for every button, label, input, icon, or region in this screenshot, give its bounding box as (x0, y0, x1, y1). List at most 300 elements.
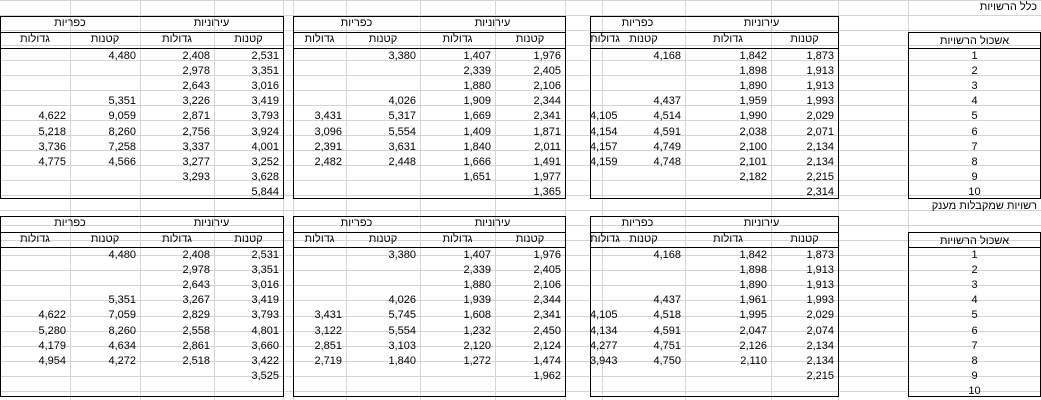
data-cell[interactable]: 2,126 (739, 339, 767, 352)
cluster-number[interactable]: 1 (971, 249, 978, 261)
data-cell[interactable] (346, 384, 420, 399)
data-cell[interactable]: 3,351 (251, 264, 279, 277)
cluster-number[interactable]: 4 (971, 95, 978, 108)
data-cell[interactable]: 2,339 (463, 65, 491, 78)
data-cell[interactable] (70, 185, 140, 200)
data-cell[interactable] (590, 263, 602, 278)
data-cell[interactable]: 4,480 (108, 249, 136, 261)
data-cell[interactable]: 1,232 (463, 324, 491, 337)
sub-header[interactable]: קטנות (90, 33, 120, 45)
data-cell[interactable]: 8,260 (108, 125, 136, 138)
sub-header[interactable]: קטנות (368, 233, 398, 245)
data-cell[interactable]: 1,873 (806, 50, 834, 62)
data-cell[interactable]: 2,405 (533, 264, 561, 277)
data-cell[interactable]: 5,745 (388, 309, 416, 322)
data-cell[interactable]: 1,409 (463, 125, 491, 138)
data-cell[interactable] (602, 64, 685, 79)
data-cell[interactable]: 3,380 (388, 249, 416, 261)
data-cell[interactable] (602, 384, 685, 399)
data-cell[interactable]: 4,105 (590, 110, 618, 123)
group-header-rural[interactable]: כפריות (340, 217, 373, 229)
group-header-rural[interactable]: כפריות (340, 17, 373, 29)
group-header-urban[interactable]: עירוניות (743, 217, 780, 229)
data-cell[interactable]: 2,482 (314, 155, 342, 168)
data-cell[interactable] (0, 79, 70, 94)
data-cell[interactable] (293, 185, 346, 200)
data-cell[interactable]: 2,448 (388, 155, 416, 168)
cluster-number[interactable]: 5 (971, 110, 978, 123)
data-cell[interactable] (602, 263, 685, 278)
data-cell[interactable]: 1,977 (533, 170, 561, 183)
data-cell[interactable] (70, 384, 140, 399)
data-cell[interactable]: 3,736 (38, 140, 66, 153)
data-cell[interactable]: 1,993 (806, 294, 834, 307)
data-cell[interactable]: 3,277 (182, 155, 210, 168)
data-cell[interactable]: 4,277 (590, 339, 618, 352)
data-cell[interactable]: 2,134 (806, 140, 834, 153)
data-cell[interactable] (0, 94, 70, 109)
group-header-urban[interactable]: עירוניות (193, 17, 230, 29)
data-cell[interactable]: 1,842 (739, 249, 767, 261)
sub-header[interactable]: גדולות (442, 33, 473, 45)
data-cell[interactable] (0, 248, 70, 263)
sub-header[interactable]: גדולות (304, 233, 335, 245)
data-cell[interactable]: 5,844 (251, 185, 279, 198)
cluster-number[interactable]: 10 (968, 185, 981, 198)
data-cell[interactable] (214, 384, 283, 399)
data-cell[interactable]: 2,851 (314, 339, 342, 352)
sub-header[interactable]: קטנות (790, 233, 819, 245)
data-cell[interactable] (0, 64, 70, 79)
data-cell[interactable]: 2,643 (182, 80, 210, 93)
data-cell[interactable]: 1,871 (533, 125, 561, 138)
data-cell[interactable]: 2,408 (182, 50, 210, 62)
data-cell[interactable] (420, 185, 495, 200)
data-cell[interactable] (590, 278, 602, 293)
data-cell[interactable] (0, 384, 70, 399)
data-cell[interactable] (495, 384, 565, 399)
data-cell[interactable] (602, 369, 685, 384)
data-cell[interactable]: 1,995 (739, 309, 767, 322)
data-cell[interactable]: 1,407 (463, 249, 491, 261)
data-cell[interactable]: 1,913 (806, 264, 834, 277)
group-header-urban[interactable]: עירוניות (474, 217, 511, 229)
sub-header[interactable]: גדולות (20, 233, 50, 245)
data-cell[interactable] (0, 278, 70, 293)
data-cell[interactable] (590, 384, 602, 399)
data-cell[interactable]: 4,157 (590, 140, 618, 153)
data-cell[interactable]: 3,943 (590, 354, 618, 367)
data-cell[interactable]: 2,038 (739, 125, 767, 138)
table-title[interactable]: כלל הרשויות (979, 1, 1037, 13)
data-cell[interactable]: 1,491 (533, 155, 561, 168)
data-cell[interactable]: 2,531 (251, 50, 279, 62)
data-cell[interactable]: 4,634 (108, 339, 136, 352)
data-cell[interactable]: 2,011 (534, 140, 561, 153)
data-cell[interactable]: 4,622 (38, 309, 66, 322)
data-cell[interactable]: 3,793 (251, 309, 279, 322)
data-cell[interactable]: 2,829 (182, 309, 210, 322)
sub-header[interactable]: גדולות (442, 233, 473, 245)
data-cell[interactable] (685, 369, 771, 384)
data-cell[interactable]: 5,351 (108, 95, 136, 108)
data-cell[interactable] (590, 79, 602, 94)
data-cell[interactable]: 4,272 (108, 354, 136, 367)
data-cell[interactable] (685, 185, 771, 200)
data-cell[interactable]: 2,978 (182, 65, 210, 78)
data-cell[interactable] (590, 49, 602, 64)
data-cell[interactable]: 2,100 (739, 140, 767, 153)
data-cell[interactable]: 4,026 (388, 95, 416, 108)
data-cell[interactable]: 4,026 (388, 294, 416, 307)
group-header-urban[interactable]: עירוניות (474, 17, 511, 29)
data-cell[interactable]: 3,293 (182, 170, 210, 183)
data-cell[interactable] (70, 170, 140, 185)
data-cell[interactable] (590, 64, 602, 79)
data-cell[interactable]: 1,961 (739, 294, 767, 307)
data-cell[interactable]: 1,608 (463, 309, 491, 322)
data-cell[interactable]: 3,924 (251, 125, 279, 138)
data-cell[interactable]: 1,840 (463, 140, 491, 153)
sub-header[interactable]: קטנות (234, 233, 263, 245)
data-cell[interactable]: 3,628 (251, 170, 279, 183)
cluster-header[interactable]: אשכול הרשויות (939, 235, 1010, 247)
data-cell[interactable]: 2,047 (739, 324, 767, 337)
data-cell[interactable]: 4,566 (108, 155, 136, 168)
data-cell[interactable] (293, 170, 346, 185)
data-cell[interactable]: 1,669 (463, 110, 491, 123)
data-cell[interactable]: 3,422 (251, 354, 279, 367)
data-cell[interactable]: 2,341 (533, 110, 561, 123)
data-cell[interactable] (293, 263, 346, 278)
data-cell[interactable]: 2,124 (533, 339, 561, 352)
group-header-urban[interactable]: עירוניות (193, 217, 230, 229)
data-cell[interactable] (0, 185, 70, 200)
cluster-number[interactable]: 1 (971, 50, 978, 62)
data-cell[interactable]: 2,134 (806, 155, 834, 168)
sub-header[interactable]: קטנות (515, 33, 545, 45)
data-cell[interactable] (70, 79, 140, 94)
data-cell[interactable]: 3,431 (314, 110, 342, 123)
data-cell[interactable] (70, 369, 140, 384)
data-cell[interactable]: 1,976 (533, 50, 561, 62)
data-cell[interactable]: 2,391 (314, 140, 342, 153)
data-cell[interactable]: 5,351 (108, 294, 136, 307)
table-title[interactable]: רשויות שמקבלות מענק (931, 200, 1037, 212)
data-cell[interactable] (346, 170, 420, 185)
data-cell[interactable]: 3,096 (314, 125, 342, 138)
data-cell[interactable] (590, 185, 602, 200)
data-cell[interactable] (590, 369, 602, 384)
data-cell[interactable]: 5,218 (38, 125, 66, 138)
data-cell[interactable]: 1,909 (463, 95, 491, 108)
sub-header[interactable]: גדולות (162, 33, 192, 45)
data-cell[interactable]: 4,749 (653, 140, 681, 153)
data-cell[interactable]: 5,554 (388, 324, 416, 337)
data-cell[interactable]: 2,719 (314, 354, 342, 367)
data-cell[interactable]: 2,029 (806, 110, 834, 123)
data-cell[interactable] (140, 185, 214, 200)
data-cell[interactable]: 4,437 (653, 294, 681, 307)
data-cell[interactable]: 3,660 (251, 339, 279, 352)
data-cell[interactable]: 2,106 (533, 279, 561, 292)
data-cell[interactable]: 1,913 (806, 80, 834, 93)
data-cell[interactable]: 2,029 (806, 309, 834, 322)
data-cell[interactable]: 2,215 (806, 170, 834, 183)
data-cell[interactable] (346, 369, 420, 384)
sub-header[interactable]: קטנות (629, 233, 658, 245)
data-cell[interactable] (602, 79, 685, 94)
data-cell[interactable] (0, 263, 70, 278)
data-cell[interactable]: 3,103 (388, 339, 416, 352)
sub-header[interactable]: קטנות (90, 233, 120, 245)
data-cell[interactable] (590, 170, 602, 185)
data-cell[interactable] (346, 278, 420, 293)
data-cell[interactable]: 3,016 (251, 80, 279, 93)
data-cell[interactable]: 1,407 (463, 50, 491, 62)
data-cell[interactable] (293, 79, 346, 94)
data-cell[interactable]: 4,159 (590, 155, 618, 168)
data-cell[interactable]: 3,337 (182, 140, 210, 153)
data-cell[interactable]: 7,059 (108, 309, 136, 322)
data-cell[interactable]: 2,134 (806, 339, 834, 352)
sub-header[interactable]: קטנות (790, 33, 819, 45)
data-cell[interactable]: 1,898 (739, 264, 767, 277)
cluster-header[interactable]: אשכול הרשויות (939, 35, 1010, 47)
data-cell[interactable]: 2,215 (806, 369, 834, 382)
data-cell[interactable]: 1,474 (533, 354, 561, 367)
cluster-number[interactable]: 2 (971, 264, 978, 277)
sub-header[interactable]: גדולות (20, 33, 50, 45)
data-cell[interactable]: 2,110 (740, 354, 767, 367)
data-cell[interactable]: 3,631 (388, 140, 416, 153)
cluster-number[interactable]: 2 (971, 65, 978, 78)
data-cell[interactable]: 3,226 (182, 95, 210, 108)
sub-header[interactable]: קטנות (368, 33, 398, 45)
data-cell[interactable] (293, 49, 346, 64)
data-cell[interactable] (590, 248, 602, 263)
data-cell[interactable]: 3,525 (251, 369, 279, 382)
data-cell[interactable]: 3,431 (314, 309, 342, 322)
data-cell[interactable] (140, 384, 214, 399)
data-cell[interactable]: 1,666 (463, 155, 491, 168)
data-cell[interactable]: 2,182 (739, 170, 767, 183)
data-cell[interactable]: 5,554 (388, 125, 416, 138)
cluster-number[interactable]: 6 (971, 324, 978, 337)
data-cell[interactable] (602, 185, 685, 200)
data-cell[interactable]: 2,134 (806, 354, 834, 367)
data-cell[interactable]: 1,272 (463, 354, 491, 367)
data-cell[interactable] (70, 278, 140, 293)
data-cell[interactable]: 2,558 (182, 324, 210, 337)
data-cell[interactable] (590, 94, 602, 109)
data-cell[interactable]: 2,344 (533, 95, 561, 108)
sub-header[interactable]: קטנות (515, 233, 545, 245)
data-cell[interactable]: 1,890 (739, 80, 767, 93)
data-cell[interactable]: 8,260 (108, 324, 136, 337)
data-cell[interactable]: 2,531 (251, 249, 279, 261)
data-cell[interactable]: 2,643 (182, 279, 210, 292)
data-cell[interactable]: 2,074 (806, 324, 834, 337)
sub-header[interactable]: גדולות (713, 33, 743, 45)
data-cell[interactable]: 4,154 (590, 125, 618, 138)
data-cell[interactable] (346, 185, 420, 200)
data-cell[interactable]: 4,168 (653, 50, 681, 62)
cluster-number[interactable]: 8 (971, 155, 978, 168)
data-cell[interactable] (140, 369, 214, 384)
data-cell[interactable]: 2,344 (533, 294, 561, 307)
data-cell[interactable]: 3,793 (251, 110, 279, 123)
data-cell[interactable]: 4,775 (38, 155, 66, 168)
data-cell[interactable]: 3,252 (251, 155, 279, 168)
data-cell[interactable] (602, 170, 685, 185)
group-header-rural[interactable]: כפריות (621, 17, 654, 29)
data-cell[interactable]: 4,437 (653, 95, 681, 108)
data-cell[interactable]: 9,059 (108, 110, 136, 123)
data-cell[interactable]: 4,105 (590, 309, 618, 322)
cluster-number[interactable]: 10 (968, 384, 981, 397)
cluster-number[interactable]: 7 (971, 339, 978, 352)
data-cell[interactable]: 2,978 (182, 264, 210, 277)
cluster-number[interactable]: 3 (971, 279, 978, 292)
sub-header[interactable]: גדולות (713, 233, 743, 245)
data-cell[interactable]: 2,861 (182, 339, 210, 352)
data-cell[interactable]: 1,913 (806, 65, 834, 78)
data-cell[interactable]: 1,939 (463, 294, 491, 307)
data-cell[interactable] (293, 94, 346, 109)
cluster-number[interactable]: 9 (971, 369, 978, 382)
data-cell[interactable] (293, 384, 346, 399)
data-cell[interactable]: 4,750 (653, 354, 681, 367)
data-cell[interactable]: 3,380 (388, 50, 416, 62)
data-cell[interactable]: 2,101 (739, 155, 767, 168)
data-cell[interactable] (0, 369, 70, 384)
data-cell[interactable] (293, 64, 346, 79)
data-cell[interactable] (293, 369, 346, 384)
data-cell[interactable] (420, 384, 495, 399)
data-cell[interactable]: 2,071 (806, 125, 834, 138)
data-cell[interactable]: 2,518 (182, 354, 210, 367)
data-cell[interactable]: 1,898 (739, 65, 767, 78)
sub-header[interactable]: גדולות (304, 33, 335, 45)
data-cell[interactable]: 1,959 (739, 95, 767, 108)
data-cell[interactable] (346, 64, 420, 79)
data-cell[interactable]: 2,871 (182, 110, 210, 123)
data-cell[interactable]: 3,267 (182, 294, 210, 307)
data-cell[interactable] (293, 293, 346, 308)
data-cell[interactable]: 2,341 (533, 309, 561, 322)
sub-header[interactable]: גדולות (590, 33, 620, 45)
group-header-rural[interactable]: כפריות (621, 217, 654, 229)
data-cell[interactable] (685, 384, 771, 399)
data-cell[interactable]: 2,314 (806, 185, 834, 198)
data-cell[interactable]: 1,651 (463, 170, 491, 183)
data-cell[interactable]: 1,913 (806, 279, 834, 292)
data-cell[interactable]: 4,134 (590, 324, 618, 337)
data-cell[interactable] (293, 248, 346, 263)
data-cell[interactable] (602, 278, 685, 293)
data-cell[interactable]: 1,880 (463, 279, 491, 292)
data-cell[interactable] (70, 64, 140, 79)
data-cell[interactable]: 4,622 (38, 110, 66, 123)
data-cell[interactable]: 1,990 (739, 110, 767, 123)
data-cell[interactable]: 1,840 (388, 354, 416, 367)
data-cell[interactable] (346, 263, 420, 278)
data-cell[interactable]: 5,280 (38, 324, 66, 337)
cluster-number[interactable]: 6 (971, 125, 978, 138)
data-cell[interactable]: 7,258 (108, 140, 136, 153)
data-cell[interactable]: 2,408 (182, 249, 210, 261)
data-cell[interactable]: 4,954 (38, 354, 66, 367)
cluster-number[interactable]: 5 (971, 309, 978, 322)
data-cell[interactable] (420, 369, 495, 384)
data-cell[interactable]: 4,480 (108, 50, 136, 62)
data-cell[interactable] (0, 293, 70, 308)
group-header-rural[interactable]: כפריות (54, 217, 86, 229)
data-cell[interactable]: 2,120 (463, 339, 491, 352)
data-cell[interactable]: 2,450 (533, 324, 561, 337)
data-cell[interactable]: 2,405 (533, 65, 561, 78)
data-cell[interactable]: 3,419 (251, 294, 279, 307)
data-cell[interactable] (0, 170, 70, 185)
data-cell[interactable]: 4,001 (251, 140, 279, 153)
data-cell[interactable]: 5,317 (388, 110, 416, 123)
data-cell[interactable]: 1,993 (806, 95, 834, 108)
cluster-number[interactable]: 4 (971, 294, 978, 307)
data-cell[interactable]: 1,365 (533, 185, 561, 198)
data-cell[interactable]: 1,873 (806, 249, 834, 261)
data-cell[interactable] (771, 384, 838, 399)
group-header-urban[interactable]: עירוניות (743, 17, 780, 29)
data-cell[interactable]: 1,962 (533, 369, 561, 382)
data-cell[interactable]: 4,168 (653, 249, 681, 261)
sub-header[interactable]: גדולות (590, 233, 620, 245)
data-cell[interactable]: 2,756 (182, 125, 210, 138)
data-cell[interactable]: 3,419 (251, 95, 279, 108)
sub-header[interactable]: גדולות (162, 233, 192, 245)
data-cell[interactable]: 1,976 (533, 249, 561, 261)
data-cell[interactable]: 4,751 (653, 339, 681, 352)
data-cell[interactable]: 2,106 (533, 80, 561, 93)
sub-header[interactable]: קטנות (234, 33, 263, 45)
data-cell[interactable]: 1,880 (463, 80, 491, 93)
cluster-number[interactable]: 7 (971, 140, 978, 153)
data-cell[interactable]: 2,339 (463, 264, 491, 277)
data-cell[interactable] (346, 79, 420, 94)
data-cell[interactable]: 4,514 (653, 110, 681, 123)
sub-header[interactable]: קטנות (629, 33, 658, 45)
data-cell[interactable]: 3,122 (314, 324, 342, 337)
data-cell[interactable] (293, 278, 346, 293)
data-cell[interactable]: 1,842 (739, 50, 767, 62)
data-cell[interactable] (590, 293, 602, 308)
data-cell[interactable]: 4,518 (653, 309, 681, 322)
data-cell[interactable] (0, 49, 70, 64)
data-cell[interactable]: 3,351 (251, 65, 279, 78)
data-cell[interactable]: 4,591 (653, 125, 681, 138)
data-cell[interactable] (70, 263, 140, 278)
cluster-number[interactable]: 3 (971, 80, 978, 93)
data-cell[interactable]: 3,016 (251, 279, 279, 292)
cluster-number[interactable]: 8 (971, 354, 978, 367)
data-cell[interactable]: 4,591 (653, 324, 681, 337)
data-cell[interactable]: 4,801 (251, 324, 279, 337)
cluster-number[interactable]: 9 (971, 170, 978, 183)
data-cell[interactable]: 4,748 (653, 155, 681, 168)
data-cell[interactable]: 4,179 (38, 339, 66, 352)
data-cell[interactable]: 1,890 (739, 279, 767, 292)
group-header-rural[interactable]: כפריות (54, 17, 86, 29)
